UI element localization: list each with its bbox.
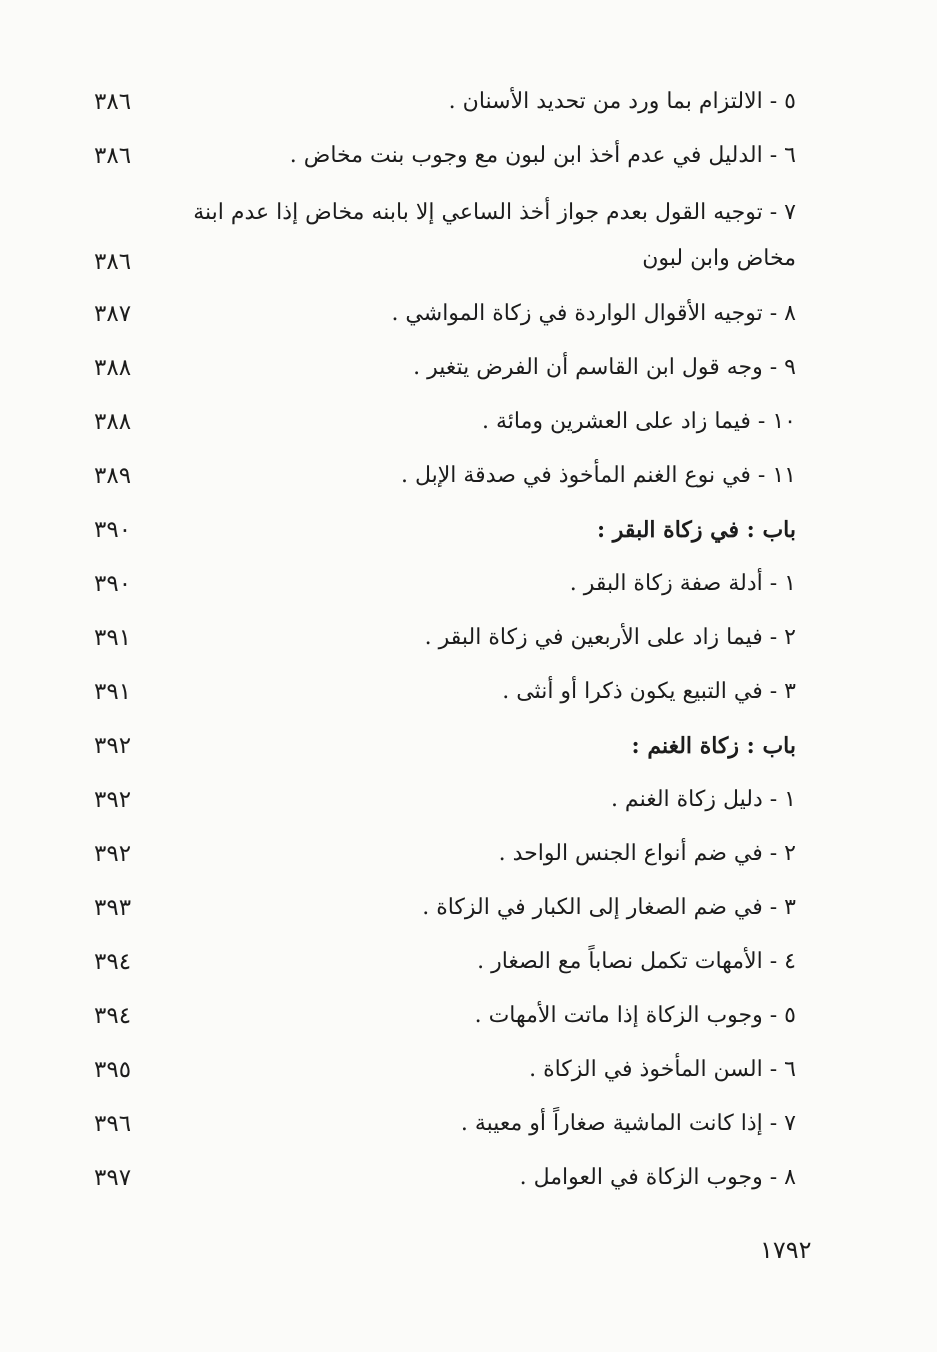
toc-entry — [80, 884, 796, 932]
toc-section-heading — [80, 722, 796, 770]
toc-entry-page-number: ٣٩٤ — [94, 949, 132, 975]
toc-entry-page-number: ٣٩٢ — [94, 733, 132, 759]
toc-entry — [80, 452, 796, 500]
toc-entry-page-number: ٣٨٨ — [94, 409, 132, 435]
toc-entry-page-number: ٣٩١ — [94, 679, 132, 705]
toc-entry-page-number: ٣٩٣ — [94, 895, 132, 921]
toc-entry — [80, 78, 796, 126]
footer-page-number: ١٧٩٢ — [760, 1236, 812, 1264]
toc-entry — [80, 398, 796, 446]
toc-entry-title: ١٠ - فيما زاد على العشرين ومائة . — [482, 409, 796, 434]
toc-entry-page-number: ٣٩٥ — [94, 1057, 132, 1083]
toc-entry-page-number: ٣٨٨ — [94, 355, 132, 381]
toc-entry-title: ٤ - الأمهات تكمل نصاباً مع الصغار . — [477, 949, 796, 974]
toc-entry-page-number: ٣٩٦ — [94, 1111, 132, 1137]
toc-entry — [80, 938, 796, 986]
toc-entry-page-number: ٣٨٧ — [94, 301, 132, 327]
toc-entry — [80, 190, 796, 286]
toc-entry-page-number: ٣٩١ — [94, 625, 132, 651]
toc-entry-page-number: ٣٩٠ — [94, 517, 132, 543]
toc-entry — [80, 776, 796, 824]
toc-entry-title: باب : في زكاة البقر : — [597, 517, 796, 543]
toc-entry-page-number: ٣٩٧ — [94, 1165, 132, 1191]
toc-entry-title: ٢ - في ضم أنواع الجنس الواحد . — [498, 841, 796, 866]
toc-entry — [80, 1100, 796, 1148]
toc-entry-title: ٧ - إذا كانت الماشية صغاراً أو معيبة . — [460, 1111, 796, 1136]
toc-entry-title: ١١ - في نوع الغنم المأخوذ في صدقة الإبل . — [400, 463, 796, 488]
toc-entry-page-number: ٣٨٦ — [94, 249, 132, 275]
toc-section-heading — [80, 506, 796, 554]
toc-entry — [80, 1046, 796, 1094]
toc-entry-title: ٣ - في ضم الصغار إلى الكبار في الزكاة . — [422, 895, 796, 920]
toc-entry — [80, 344, 796, 392]
toc-entry-title: ٦ - الدليل في عدم أخذ ابن لبون مع وجوب بنت مخاض . — [289, 143, 796, 168]
toc-entry-title: ٧ - توجيه القول بعدم جواز أخذ الساعي إلا بابنه مخاض إذا عدم ابنة مخاض وابن لبون — [193, 200, 796, 271]
toc-entry-title: ٥ - الالتزام بما ورد من تحديد الأسنان . — [448, 89, 796, 114]
toc-entry-page-number: ٣٨٦ — [94, 89, 132, 115]
toc-entry-title: باب : زكاة الغنم : — [631, 733, 796, 759]
toc-entry — [80, 560, 796, 608]
toc-entry-page-number: ٣٨٦ — [94, 143, 132, 169]
toc-entry — [80, 992, 796, 1040]
toc-entry — [80, 1154, 796, 1202]
toc-entry-page-number: ٣٩٤ — [94, 1003, 132, 1029]
toc-entry-title: ٦ - السن المأخوذ في الزكاة . — [529, 1057, 796, 1082]
toc-entry-title: ٢ - فيما زاد على الأربعين في زكاة البقر . — [424, 625, 796, 650]
toc-entry — [80, 668, 796, 716]
toc-entry-title: ١ - دليل زكاة الغنم . — [610, 787, 796, 812]
toc-entry — [80, 132, 796, 180]
toc-entry-page-number: ٣٩٢ — [94, 787, 132, 813]
toc-entry-title: ١ - أدلة صفة زكاة البقر . — [569, 571, 796, 596]
toc-entry — [80, 614, 796, 662]
toc-entry-page-number: ٣٩٢ — [94, 841, 132, 867]
toc-entry-page-number: ٣٩٠ — [94, 571, 132, 597]
toc-entry-title: ٣ - في التبيع يكون ذكرا أو أنثى . — [502, 679, 796, 704]
toc-entry-page-number: ٣٨٩ — [94, 463, 132, 489]
toc-entry — [80, 290, 796, 338]
toc-entry-title: ٥ - وجوب الزكاة إذا ماتت الأمهات . — [474, 1003, 796, 1028]
toc-entry — [80, 830, 796, 878]
toc-entry-title: ٩ - وجه قول ابن القاسم أن الفرض يتغير . — [413, 355, 796, 380]
toc-entry-title: ٨ - توجيه الأقوال الواردة في زكاة المواشي . — [391, 301, 796, 326]
toc-entry-title: ٨ - وجوب الزكاة في العوامل . — [519, 1165, 796, 1190]
